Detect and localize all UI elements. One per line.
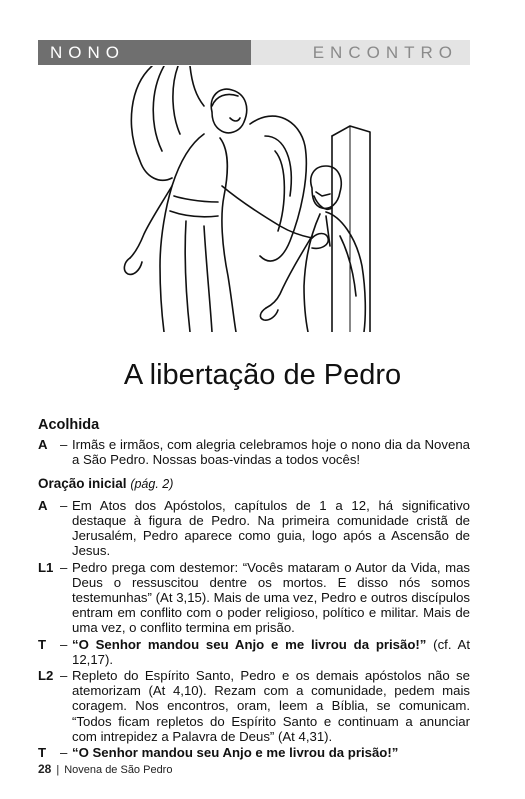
oracao-line: [38, 498, 470, 559]
speaker-label: A: [38, 437, 48, 453]
body-text: [38, 418, 470, 761]
chapter-banner: [38, 40, 470, 65]
speaker-label: T: [38, 636, 47, 652]
page-footer: [38, 762, 172, 776]
oracao-title: Oração inicial: [38, 475, 127, 491]
line-text: Irmãs e irmãos, com alegria celebramos hoje o nono dia da Novena a São Pedro. Nossas boas-vindas a todos vocês!: [72, 437, 470, 468]
response-refrain: “O Senhor mandou seu Anjo e me livrou da prisão!”: [72, 636, 427, 652]
chapter-number: NONO: [38, 40, 251, 65]
acolhida-heading: Acolhida: [38, 417, 100, 433]
dash: –: [60, 437, 68, 453]
line-text: Pedro prega com destemor: “Vocês mataram o Autor da Vida, mas Deus o ressuscitou dentre os mortos. E disso nós somos testemunhas” (At 3,15). Mais de uma vez, Pedro e outros discípulos entram em conflito com o poder religioso, político e militar. Mais de uma vez, o conflito termina em prisão.: [72, 559, 470, 636]
dash: –: [60, 636, 68, 652]
speaker-label: L2: [38, 668, 54, 684]
oracao-page-ref: (pág. 2): [130, 476, 174, 491]
line-text: Repleto do Espírito Santo, Pedro e os demais apóstolos não se atemorizam (At 4,10). Rezam com a comunidade, pedem mais coragem. Nos encontros, oram, leem a Bíblia, se comunicam. “Todos ficam repletos do Espírito Santo e continuam a anunciar com intrepidez a Palavra de Deus” (At 4,31).: [72, 668, 470, 744]
line-text: [72, 637, 470, 667]
response-refrain: “O Senhor mandou seu Anjo e me livrou da prisão!”: [72, 745, 399, 761]
citation: (cf. At 12,17).: [72, 636, 470, 667]
oracao-line: [38, 560, 470, 636]
page-title: A libertação de Pedro: [123, 359, 402, 392]
chapter-label: ENCONTRO: [251, 40, 470, 65]
oracao-line: [38, 668, 470, 744]
speaker-label: A: [38, 497, 48, 513]
oracao-line: [38, 745, 470, 760]
dash: –: [60, 668, 68, 684]
speaker-label: T: [38, 745, 47, 761]
oracao-line: [38, 637, 470, 667]
dash: –: [60, 497, 68, 513]
line-text: Em Atos dos Apóstolos, capítulos de 1 a 12, há significativo destaque à figura de Pedro. Na primeira comunidade cristã de Jerusalém, Pedro aparece como guia, logo após a Ascensão de Jesus.: [72, 497, 470, 559]
dash: –: [60, 745, 68, 761]
footer-separator: |: [56, 764, 60, 776]
line-text: [72, 745, 470, 760]
oracao-heading: [38, 476, 470, 492]
angel-frees-peter-illustration: [100, 66, 430, 332]
book-title: Novena de São Pedro: [64, 764, 173, 776]
page-number: 28: [38, 762, 52, 776]
dash: –: [60, 559, 68, 575]
acolhida-line: [38, 437, 470, 467]
speaker-label: L1: [38, 559, 54, 575]
